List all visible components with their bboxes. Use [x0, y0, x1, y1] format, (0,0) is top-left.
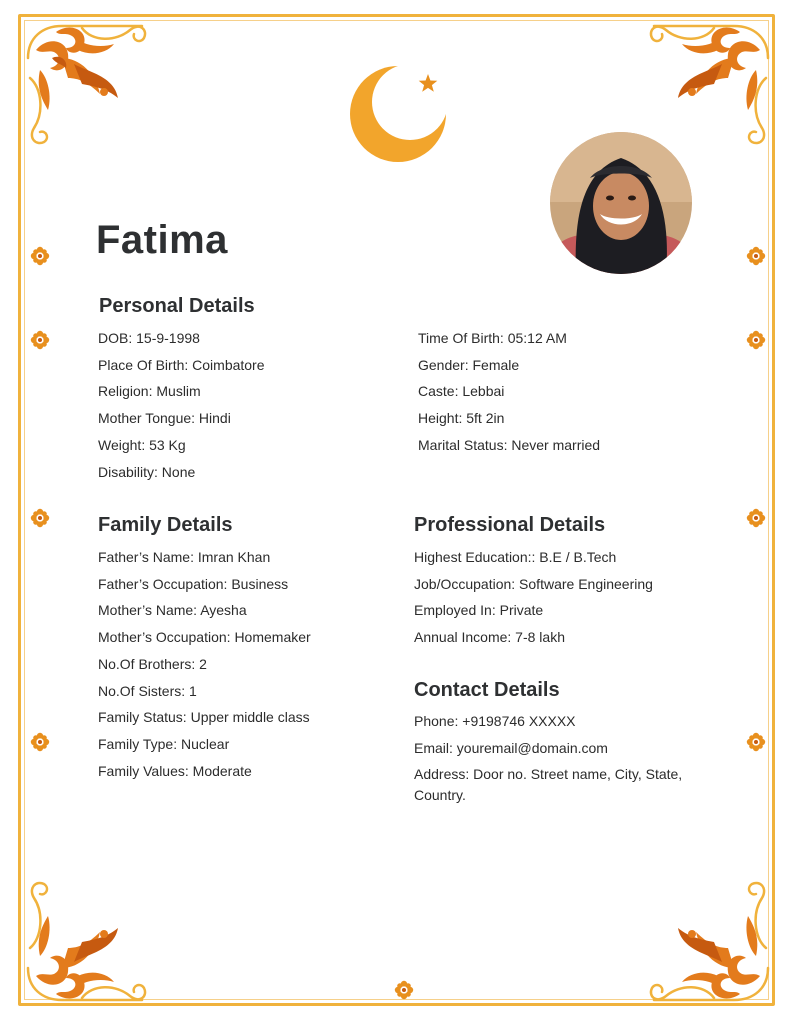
flower-rosette-icon: [746, 732, 766, 752]
list-item: Religion: Muslim: [98, 383, 201, 400]
personal-details-heading: Personal Details: [99, 295, 255, 317]
list-item: Family Status: Upper middle class: [98, 709, 310, 726]
flower-rosette-icon: [30, 330, 50, 350]
flower-rosette-icon: [30, 732, 50, 752]
list-item: Father’s Name: Imran Khan: [98, 549, 271, 565]
floral-corner-ornament-top-right: [644, 18, 774, 148]
list-item: Highest Education:: B.E / B.Tech: [414, 549, 617, 565]
list-item: Family Values: Moderate: [98, 762, 252, 779]
list-item: Height: 5ft 2in: [418, 410, 505, 427]
professional-details-heading: Professional Details: [414, 514, 606, 536]
personal-details-right-list: [418, 325, 600, 459]
flower-rosette-icon: [746, 330, 766, 350]
list-item: Mother’s Occupation: Homemaker: [98, 629, 311, 646]
list-item: Father’s Occupation: Business: [98, 575, 289, 592]
flower-rosette-icon: [30, 508, 50, 528]
floral-corner-ornament-top-left: [22, 18, 152, 148]
professional-details-list: [414, 544, 653, 651]
list-item: Job/Occupation: Software Engineering: [414, 575, 653, 592]
crescent-moon-star-icon: [348, 62, 452, 166]
list-item: Place Of Birth: Coimbatore: [98, 356, 265, 373]
contact-details-heading: Contact Details: [414, 679, 560, 701]
list-item: Employed In: Private: [414, 602, 544, 619]
floral-corner-ornament-bottom-left: [22, 878, 152, 1008]
list-item: Annual Income: 7-8 lakh: [414, 629, 565, 646]
flower-rosette-icon: [394, 980, 414, 1000]
list-item: No.Of Brothers: 2: [98, 655, 207, 672]
floral-corner-ornament-bottom-right: [644, 878, 774, 1008]
list-item: Weight: 53 Kg: [98, 436, 186, 453]
list-item: Caste: Lebbai: [418, 383, 505, 400]
list-item: Email: youremail@domain.com: [414, 739, 608, 756]
list-item: Mother Tongue: Hindi: [98, 410, 231, 427]
list-item: Marital Status: Never married: [418, 436, 601, 453]
list-item: Time Of Birth: 05:12 AM: [418, 330, 567, 346]
family-details-heading: Family Details: [98, 514, 233, 536]
list-item: Address: Door no. Street name, City, State, Country.: [414, 766, 683, 804]
list-item: Family Type: Nuclear: [98, 735, 230, 752]
flower-rosette-icon: [746, 508, 766, 528]
candidate-name: Fatima: [96, 218, 228, 262]
list-item: Mother’s Name: Ayesha: [98, 602, 247, 619]
list-item: Disability: None: [98, 463, 196, 480]
list-item: Gender: Female: [418, 356, 520, 373]
list-item: DOB: 15-9-1998: [98, 330, 200, 346]
contact-details-list: [414, 708, 714, 806]
profile-photo: [550, 132, 692, 274]
family-details-list: [98, 544, 311, 784]
list-item: Phone: +9198746 XXXXX: [414, 713, 576, 729]
list-item: No.Of Sisters: 1: [98, 682, 197, 699]
personal-details-left-list: [98, 325, 265, 485]
flower-rosette-icon: [746, 246, 766, 266]
flower-rosette-icon: [30, 246, 50, 266]
